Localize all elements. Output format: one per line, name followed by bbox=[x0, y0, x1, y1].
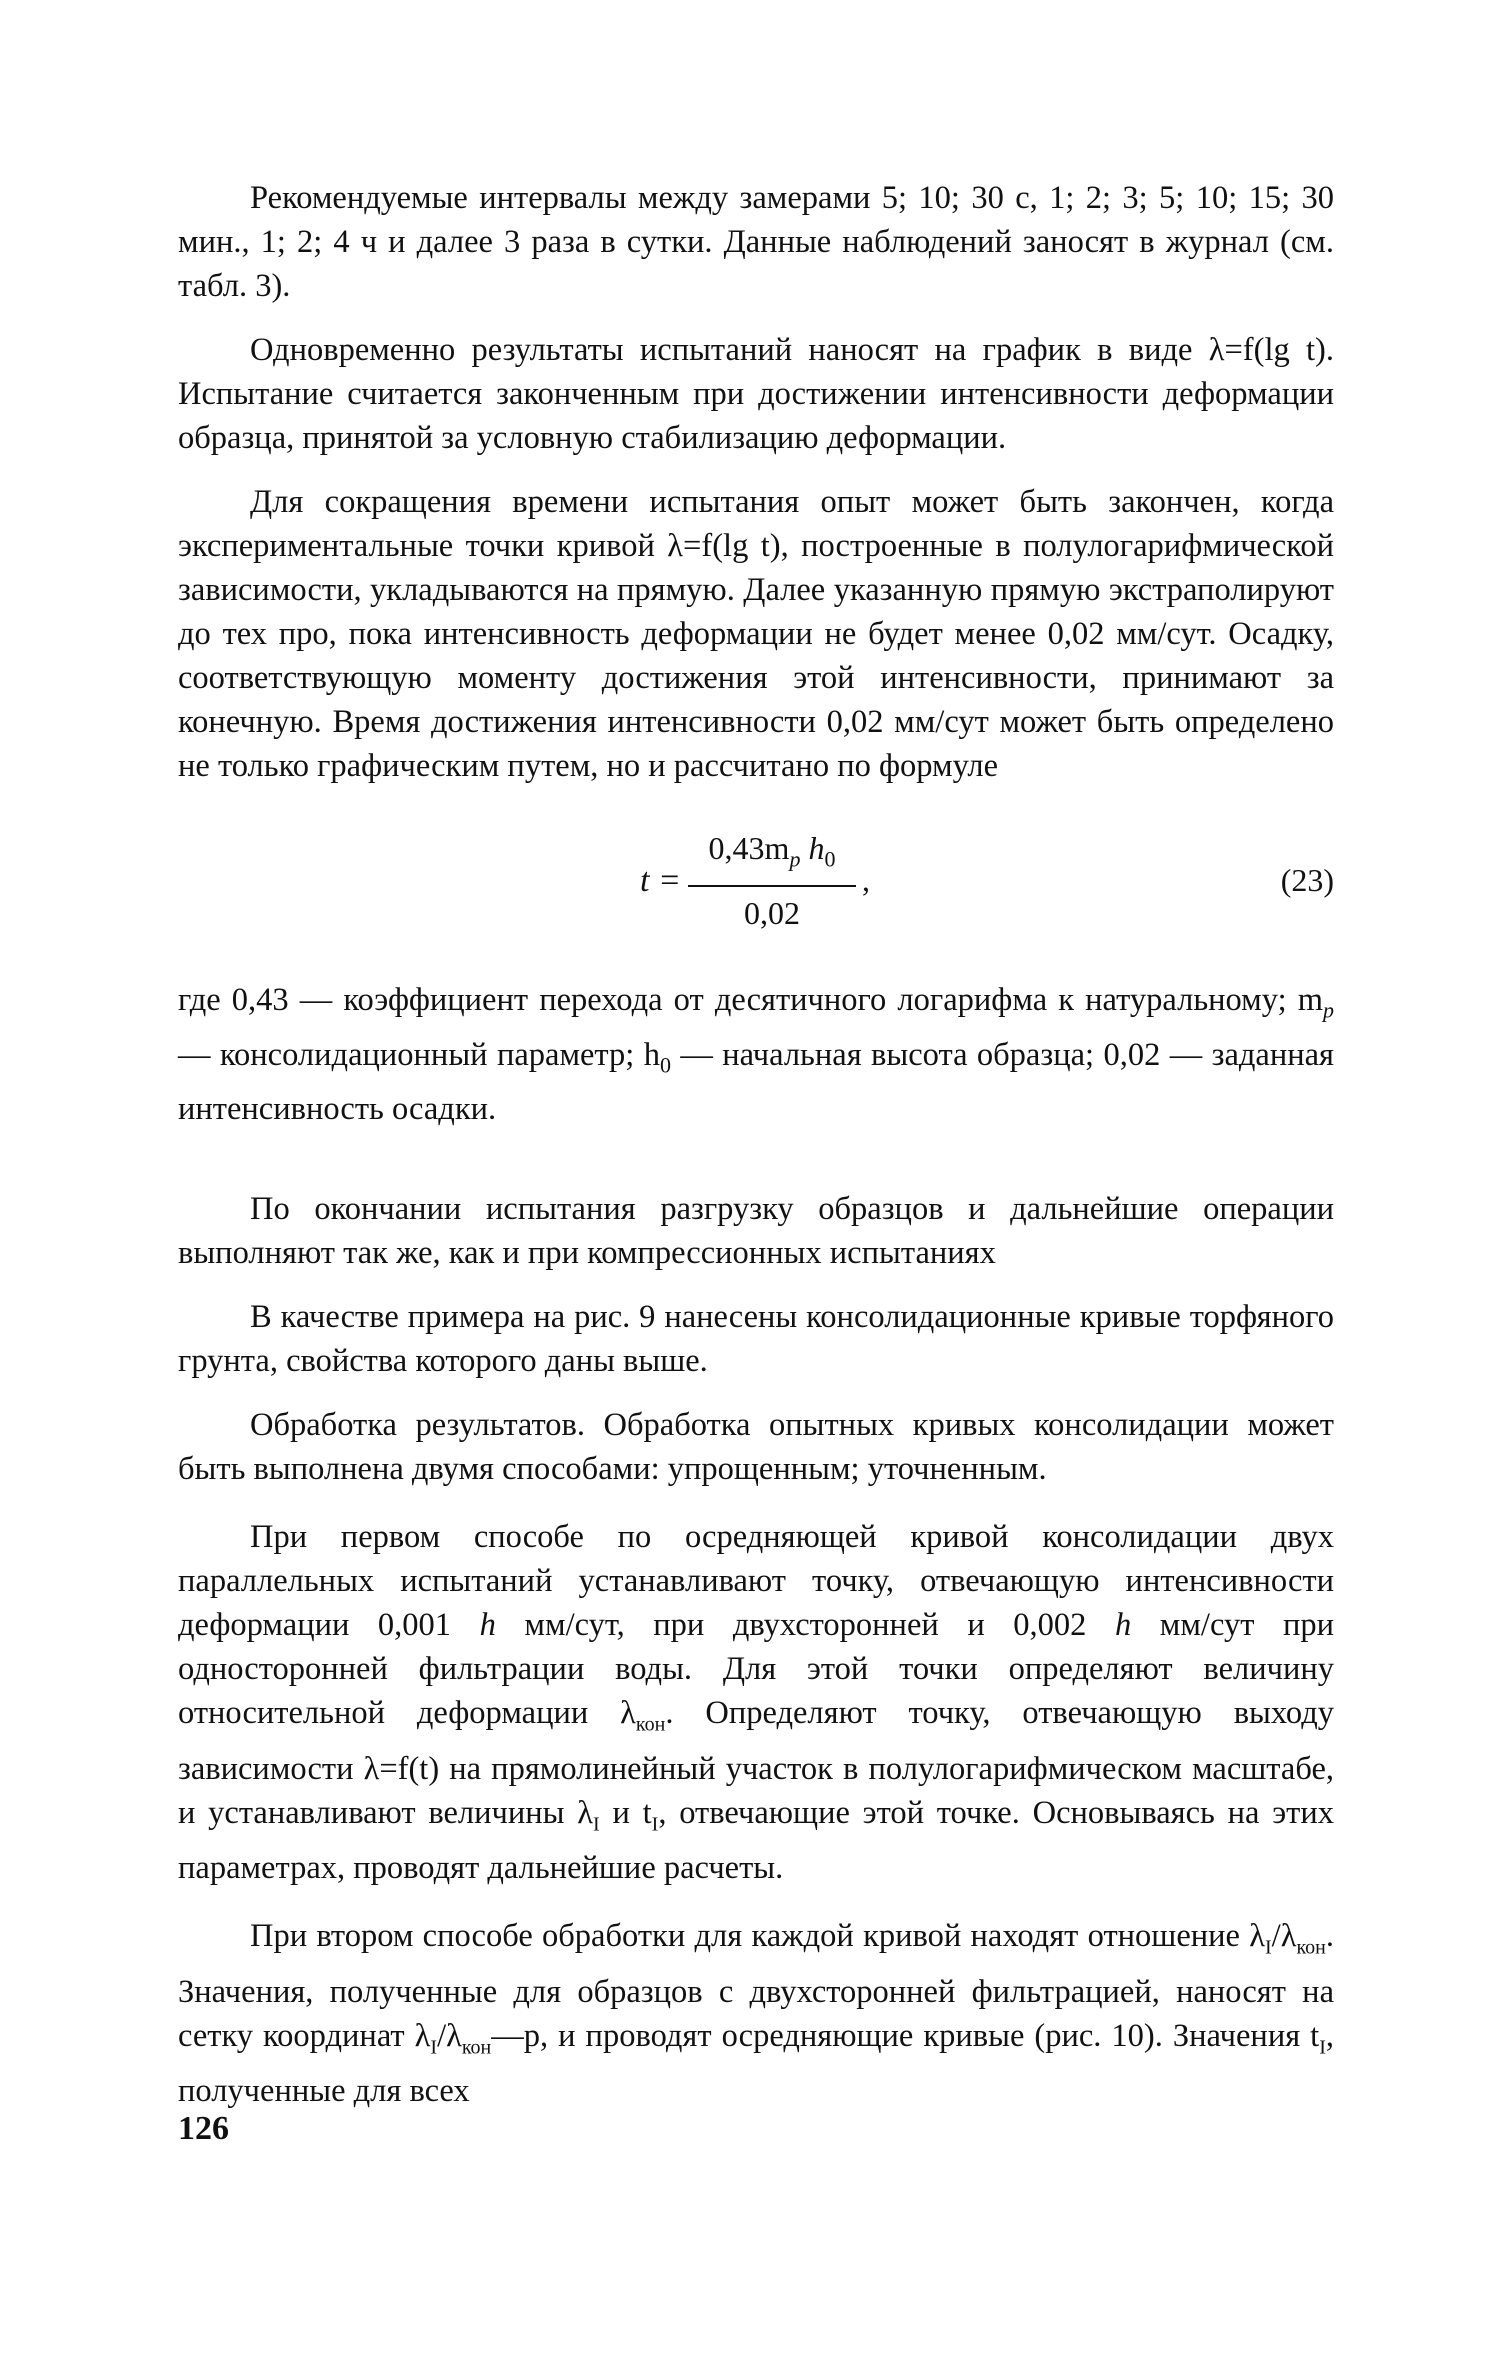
paragraph-first-method: При первом способе по осредняющей кривой консолидации двух параллельных испытаний устанавливают точку, отвечающую интенсивности деформации 0,001 h мм/сут, при двухсторонней и 0,002 h мм/сут при односторонней фильтрации воды. Для этой точки определяют величину относительной деформации $\lambda_{кон}$. Определяют точку, отвечающую выходу зависимости λ=f(t) на прямолинейный участок в полулогарифмическом масштабе, и устанавливают величины $\lambda_I$ и $t_I$, отвечающие этой точке. Основываясь на этих параметрах, проводят дальнейшие расчеты. bbox=[178, 1519, 1335, 1886]
paragraph-graph: Одновременно результаты испытаний наносят на график в виде λ=f(lg t). Испытание считается законченным при достижении интенсивности деформации образца, принятой за условную стабилизацию деформации. bbox=[178, 332, 1334, 456]
formula-fraction bbox=[688, 828, 856, 935]
paragraph-processing: Обработка результатов. Обработка опытных кривых консолидации может быть выполнена двумя способами: упрощенным; уточненным. bbox=[178, 1407, 1334, 1487]
formula-23 bbox=[178, 828, 1334, 948]
paragraph-second-method: При втором способе обработки для каждой кривой находят отношение $\lambda_I/\lambda_{кон}$. Значения, полученные для образцов с двухсторонней фильтрацией, наносят на сетку координат $\lambda_I/\lambda_{кон}—p$, и проводят осредняющие кривые (рис. 10). Значения $t_I$, полученные для всех bbox=[178, 1918, 1334, 2109]
paragraph-shortening: Для сокращения времени испытания опыт может быть закончен, когда экспериментальные точки кривой λ=f(lg t), построенные в полулогарифмической зависимости, укладываются на прямую. Далее указанную прямую экстраполируют до тех про, пока интенсивность деформации не будет менее 0,02 мм/сут. Осадку, соответствующую моменту достижения этой интенсивности, принимают за конечную. Время достижения интенсивности 0,02 мм/сут может быть определено не только графическим путем, но и рассчитано по формуле bbox=[178, 484, 1334, 784]
paragraph-unloading: По окончании испытания разгрузку образцов и дальнейшие операции выполняют так же, как и при компрессионных испытаниях bbox=[178, 1191, 1334, 1271]
formula-number: (23) bbox=[1280, 862, 1334, 898]
paragraph-example: В качестве примера на рис. 9 нанесены консолидационные кривые торфяного грунта, свойства которого даны выше. bbox=[178, 1299, 1334, 1379]
paragraph-where: где 0,43 — коэффициент перехода от десятичного логарифма к натуральному; $m_p$ — консолидационный параметр; $h_0$ — начальная высота образца; 0,02 — заданная интенсивность осадки. bbox=[178, 982, 1334, 1127]
page-number: 126 bbox=[178, 2110, 229, 2147]
formula-lhs: t = bbox=[640, 862, 681, 899]
formula-denominator: 0,02 bbox=[744, 895, 800, 932]
page-body bbox=[178, 176, 1334, 2113]
paragraph-intervals: Рекомендуемые интервалы между замерами 5; 10; 30 с, 1; 2; 3; 5; 10; 15; 30 мин., 1; 2; 4 ч и далее 3 раза в сутки. Данные наблюдений заносят в журнал (см. табл. 3). bbox=[178, 180, 1334, 304]
formula-numerator: $0,43m_p$ $h_0$ bbox=[688, 828, 856, 887]
formula-comma: , bbox=[862, 862, 870, 898]
